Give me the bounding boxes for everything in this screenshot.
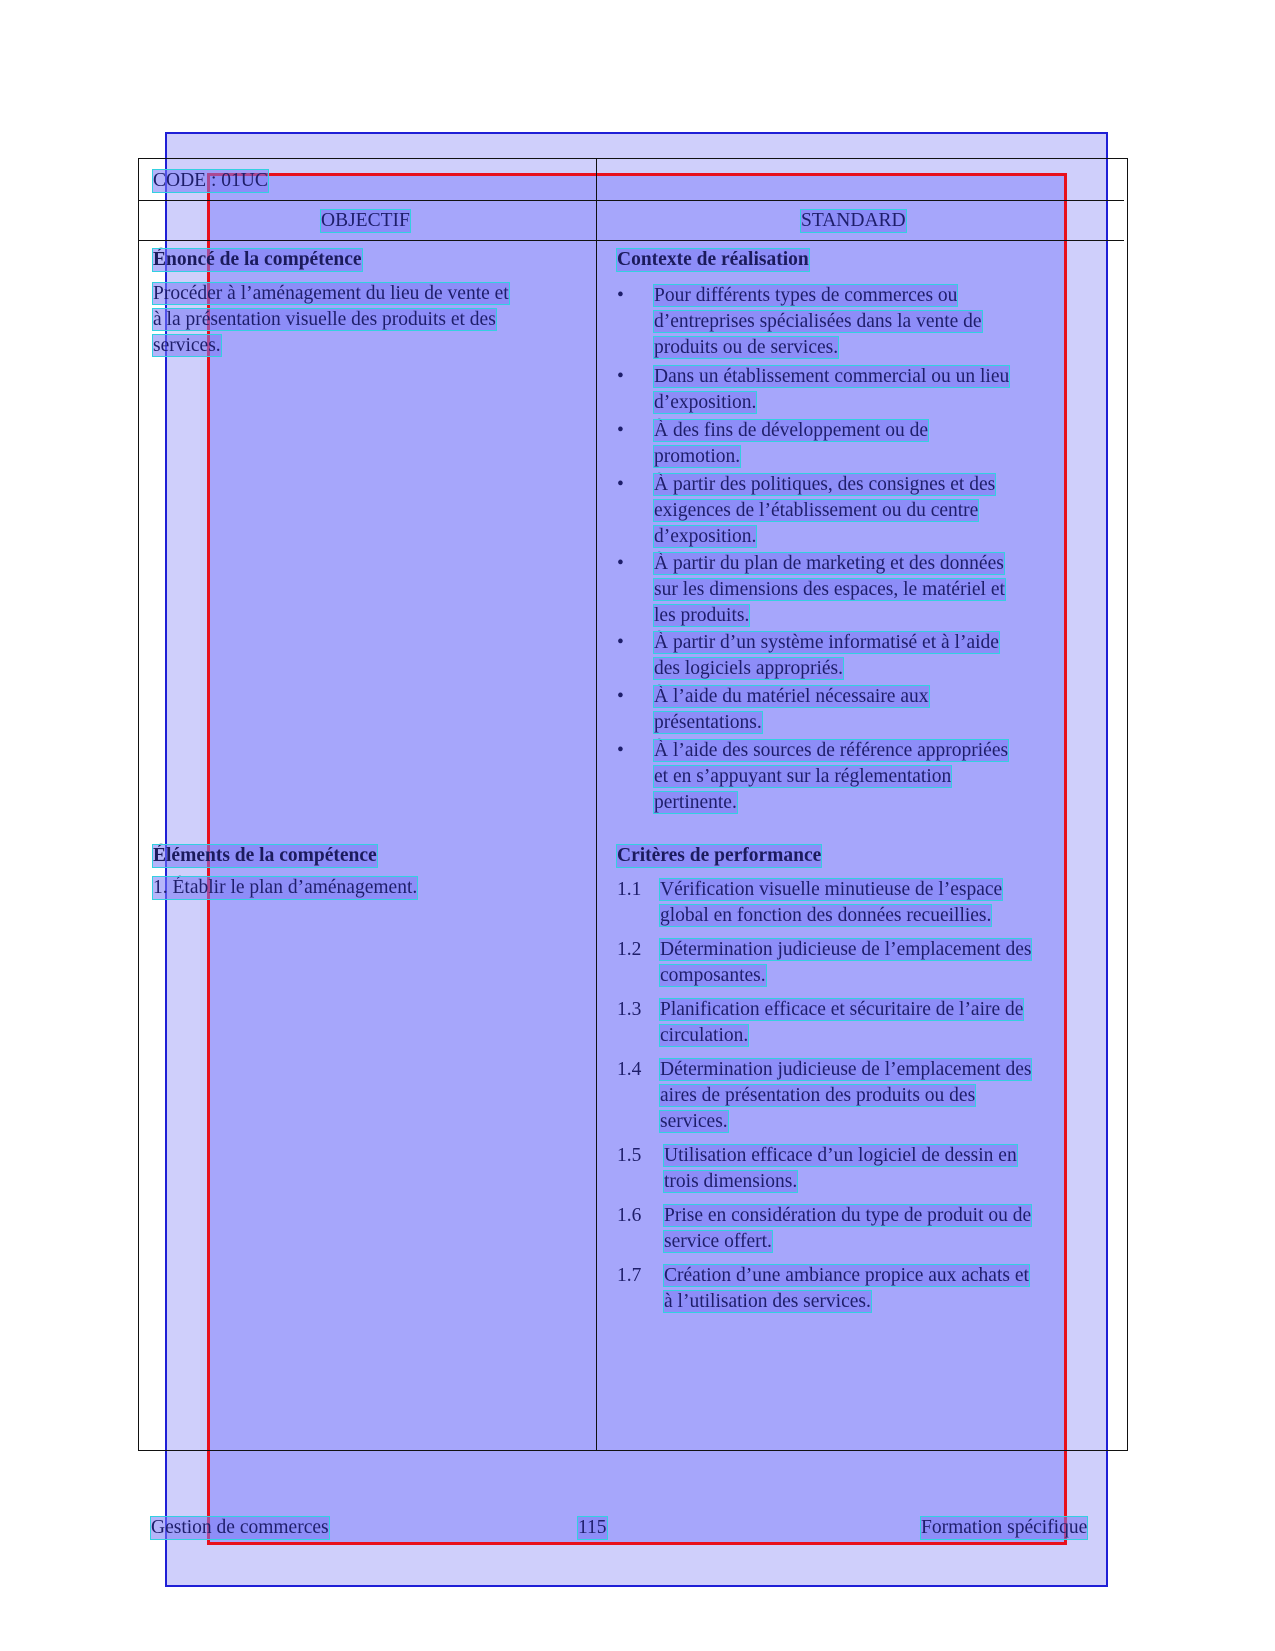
text-line-content: À l’aide du matériel nécessaire aux xyxy=(654,686,929,707)
text-line xyxy=(664,1229,1031,1255)
text-line-content: À partir du plan de marketing et des données xyxy=(654,553,1004,574)
text-line-content: service offert. xyxy=(664,1231,772,1252)
text-line-content: produits ou de services. xyxy=(654,337,839,358)
critere-number: 1.2 xyxy=(617,939,642,960)
bullet-icon: • xyxy=(617,740,624,761)
critere-number: 1.4 xyxy=(617,1059,642,1080)
bullet-icon: • xyxy=(617,366,624,387)
text-line xyxy=(654,551,1005,577)
critere-number: 1.5 xyxy=(617,1145,642,1166)
bullet-icon: • xyxy=(617,632,624,653)
text-line xyxy=(654,498,995,524)
text-line-content: et en s’appuyant sur la réglementation xyxy=(654,766,952,787)
text-line xyxy=(654,684,929,710)
text-line-content: À des fins de développement ou de xyxy=(654,420,929,441)
text-line xyxy=(660,1109,1031,1135)
text-line xyxy=(654,738,1008,764)
elements-title: Éléments de la compétence xyxy=(153,845,377,866)
footer-left: Gestion de commerces xyxy=(151,1517,329,1538)
text-line xyxy=(660,1023,1023,1049)
text-line-content: À l’aide des sources de référence appropriées xyxy=(654,740,1009,761)
table-top-border xyxy=(138,158,1128,159)
table-row-divider-2 xyxy=(138,240,1124,241)
text-line-content: exigences de l’établissement ou du centre xyxy=(654,500,979,521)
bullet-icon: • xyxy=(617,474,624,495)
text-line-content: aires de présentation des produits ou des xyxy=(660,1085,976,1106)
text-line xyxy=(660,963,1031,989)
text-line-content: sur les dimensions des espaces, le matériel et xyxy=(654,579,1005,600)
text-line-content: services. xyxy=(660,1111,728,1132)
text-line xyxy=(660,1057,1031,1083)
text-line-content: les produits. xyxy=(654,605,750,626)
text-line xyxy=(654,390,1009,416)
text-line-content: d’exposition. xyxy=(654,392,757,413)
text-line-content: Pour différents types de commerces ou xyxy=(654,285,958,306)
text-line xyxy=(654,472,995,498)
text-line xyxy=(664,1263,1029,1289)
criteres-title: Critères de performance xyxy=(617,845,822,866)
text-line-content: promotion. xyxy=(654,446,741,467)
table-column-divider xyxy=(596,158,597,1450)
text-line xyxy=(664,1289,1029,1315)
text-line-content: À partir d’un système informatisé et à l’aide xyxy=(654,632,999,653)
text-line-content: d’exposition. xyxy=(654,526,757,547)
bullet-icon: • xyxy=(617,686,624,707)
standard-header: STANDARD xyxy=(801,210,906,231)
critere-number: 1.1 xyxy=(617,879,642,900)
text-line xyxy=(664,1143,1017,1169)
text-line xyxy=(153,281,509,307)
bullet-icon: • xyxy=(617,553,624,574)
critere-number: 1.3 xyxy=(617,999,642,1020)
text-line-content: composantes. xyxy=(660,965,766,986)
text-line xyxy=(153,333,509,359)
text-line xyxy=(654,283,982,309)
text-line-content: Création d’une ambiance propice aux achats et xyxy=(664,1265,1029,1286)
table-row-divider-1 xyxy=(138,200,1124,201)
text-line-content: Utilisation efficace d’un logiciel de dessin en xyxy=(664,1145,1017,1166)
text-line xyxy=(654,418,928,444)
text-line-content: Détermination judicieuse de l’emplacement des xyxy=(660,939,1032,960)
text-line-content: Dans un établissement commercial ou un lieu xyxy=(654,366,1010,387)
text-line xyxy=(660,1083,1031,1109)
text-line xyxy=(654,764,1008,790)
footer-right: Formation spécifique xyxy=(921,1517,1088,1538)
text-line-content: À partir des politiques, des consignes et des xyxy=(654,474,996,495)
bullet-icon: • xyxy=(617,420,624,441)
text-line-content: global en fonction des données recueillies. xyxy=(660,905,992,926)
text-line-content: pertinente. xyxy=(654,792,737,813)
text-line-content: Détermination judicieuse de l’emplacement des xyxy=(660,1059,1032,1080)
table-left-border xyxy=(138,158,139,1450)
text-line xyxy=(654,710,929,736)
text-line-content: circulation. xyxy=(660,1025,749,1046)
page-number: 115 xyxy=(578,1517,607,1538)
critere-number: 1.7 xyxy=(617,1265,642,1286)
element-1: 1. Établir le plan d’aménagement. xyxy=(153,877,418,898)
contexte-title: Contexte de réalisation xyxy=(617,249,809,270)
text-line-content: à l’utilisation des services. xyxy=(664,1291,871,1312)
text-line xyxy=(654,444,928,470)
text-line xyxy=(654,790,1008,816)
text-line-content: Vérification visuelle minutieuse de l’espace xyxy=(660,879,1003,900)
text-line-content: Procéder à l’aménagement du lieu de vente et xyxy=(153,283,509,304)
text-line xyxy=(654,524,995,550)
text-line-content: Prise en considération du type de produit ou de xyxy=(664,1205,1032,1226)
objectif-header: OBJECTIF xyxy=(321,210,410,231)
critere-number: 1.6 xyxy=(617,1205,642,1226)
text-line xyxy=(660,937,1031,963)
text-line xyxy=(654,364,1009,390)
text-line xyxy=(660,903,1002,929)
text-line xyxy=(660,877,1002,903)
text-line xyxy=(654,309,982,335)
text-line-content: services. xyxy=(153,335,221,356)
text-line xyxy=(153,307,509,333)
text-line xyxy=(664,1203,1031,1229)
text-line-content: des logiciels appropriés. xyxy=(654,658,843,679)
text-line xyxy=(664,1169,1017,1195)
text-line xyxy=(654,656,999,682)
code-label: CODE : 01UC xyxy=(153,170,268,191)
text-line xyxy=(654,577,1005,603)
text-line-content: d’entreprises spécialisées dans la vente de xyxy=(654,311,982,332)
text-line-content: trois dimensions. xyxy=(664,1171,798,1192)
bullet-icon: • xyxy=(617,285,624,306)
text-line xyxy=(654,603,1005,629)
table-bottom-border xyxy=(138,1450,1128,1451)
text-line-content: présentations. xyxy=(654,712,762,733)
text-line xyxy=(660,997,1023,1023)
table-right-border xyxy=(1127,158,1128,1450)
text-line-content: à la présentation visuelle des produits et des xyxy=(153,309,496,330)
enonce-title: Énoncé de la compétence xyxy=(153,249,362,270)
text-line xyxy=(654,335,982,361)
text-line-content: Planification efficace et sécuritaire de l’aire de xyxy=(660,999,1024,1020)
text-line xyxy=(654,630,999,656)
